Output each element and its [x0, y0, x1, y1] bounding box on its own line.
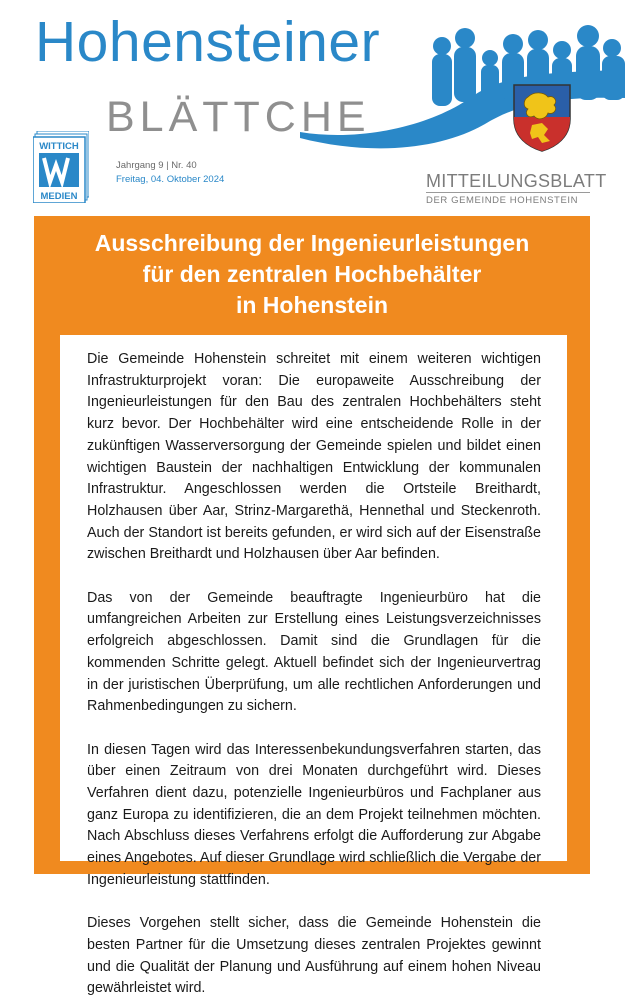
mitteilungsblatt-label: MITTEILUNGSBLATT — [426, 171, 607, 191]
issue-date: Freitag, 04. Oktober 2024 — [116, 174, 225, 185]
headline-line: in Hohenstein — [235, 292, 389, 318]
article-paragraph: In diesen Tagen wird das Interessenbekundungsverfahren starten, das über einen Zeitraum von drei Monaten durchgeführt wird. Dieses Verfahren dient dazu, potenzielle Ingenieurbüros und Fachplaner aus ganz Europa zu identifizieren, die an dem Projekt teilnehmen möchten. Nach Abschluss dieses Verfahrens erfolgt die Aufforderung zur Abgabe eines Angebotes. Auf dieser Grundlage wird schließlich die Vergabe der Ingenieurleistung stattfinden. — [87, 741, 541, 888]
article-body — [60, 335, 567, 997]
article-paragraph: Dieses Vorgehen stellt sicher, dass die Gemeinde Hohenstein die besten Partner für die Umsetzung dieses zentralen Projektes gewinnt und die Qualität der Planung und Ausführung auf einem hohen Niveau gewährleistet wird. — [87, 915, 541, 997]
issue-number: Jahrgang 9 | Nr. 40 — [116, 160, 197, 171]
masthead-divider — [426, 192, 590, 193]
headline-line: für den zentralen Hochbehälter — [142, 261, 482, 287]
logo-line2: MEDIEN — [40, 191, 78, 202]
logo-line1: WITTICH — [39, 141, 79, 152]
gemeinde-label: DER GEMEINDE HOHENSTEIN — [426, 195, 579, 206]
article-headline — [34, 228, 590, 321]
article-paragraph: Das von der Gemeinde beauftragte Ingenieurbüro hat die umfangreichen Arbeiten zur Erstellung eines Leistungsverzeichnisses erfolgreich abgeschlossen. Damit sind die Grundlagen für die kommenden Schritte gelegt. Aktuell befindet sich der Ingenieurvertrag in der juristischen Überprüfung, um alle rechtlichen Anforderungen und Rahmenbedingungen zu sichern. — [87, 589, 541, 715]
newspaper-title: Hohensteiner — [35, 10, 381, 74]
masthead — [0, 0, 625, 220]
people-silhouette-graphic — [300, 14, 625, 184]
wittich-medien-logo — [33, 131, 89, 203]
newspaper-subtitle: BLÄTTCHE — [106, 93, 371, 141]
article-panel — [34, 216, 590, 997]
headline-line: Ausschreibung der Ingenieurleistungen — [94, 230, 530, 256]
article-paragraph: Die Gemeinde Hohenstein schreitet mit einem weiteren wichtigen Infrastrukturprojekt voran: Die europaweite Ausschreibung der Ingenieurleistungen für den Bau des zentralen Hochbehälters steht kurz bevor. Der Hochbehälter wird eine entscheidende Rolle in der zukünftigen Wasserversorgung der Gemeinde spielen und bildet einen wichtigen Baustein der nachhaltigen Entwicklung der kommunalen Infrastruktur. Angeschlossen werden die Ortsteile Breithardt, Holzhausen über Aar, Strinz-Margarethä, Hennethal und Steckenroth. Auch der Standort ist bereits gefunden, er wird sich auf der Eisenstraße zwischen Breithardt und Holzhausen über Aar befinden. — [87, 351, 541, 563]
coat-of-arms-icon — [512, 83, 572, 153]
